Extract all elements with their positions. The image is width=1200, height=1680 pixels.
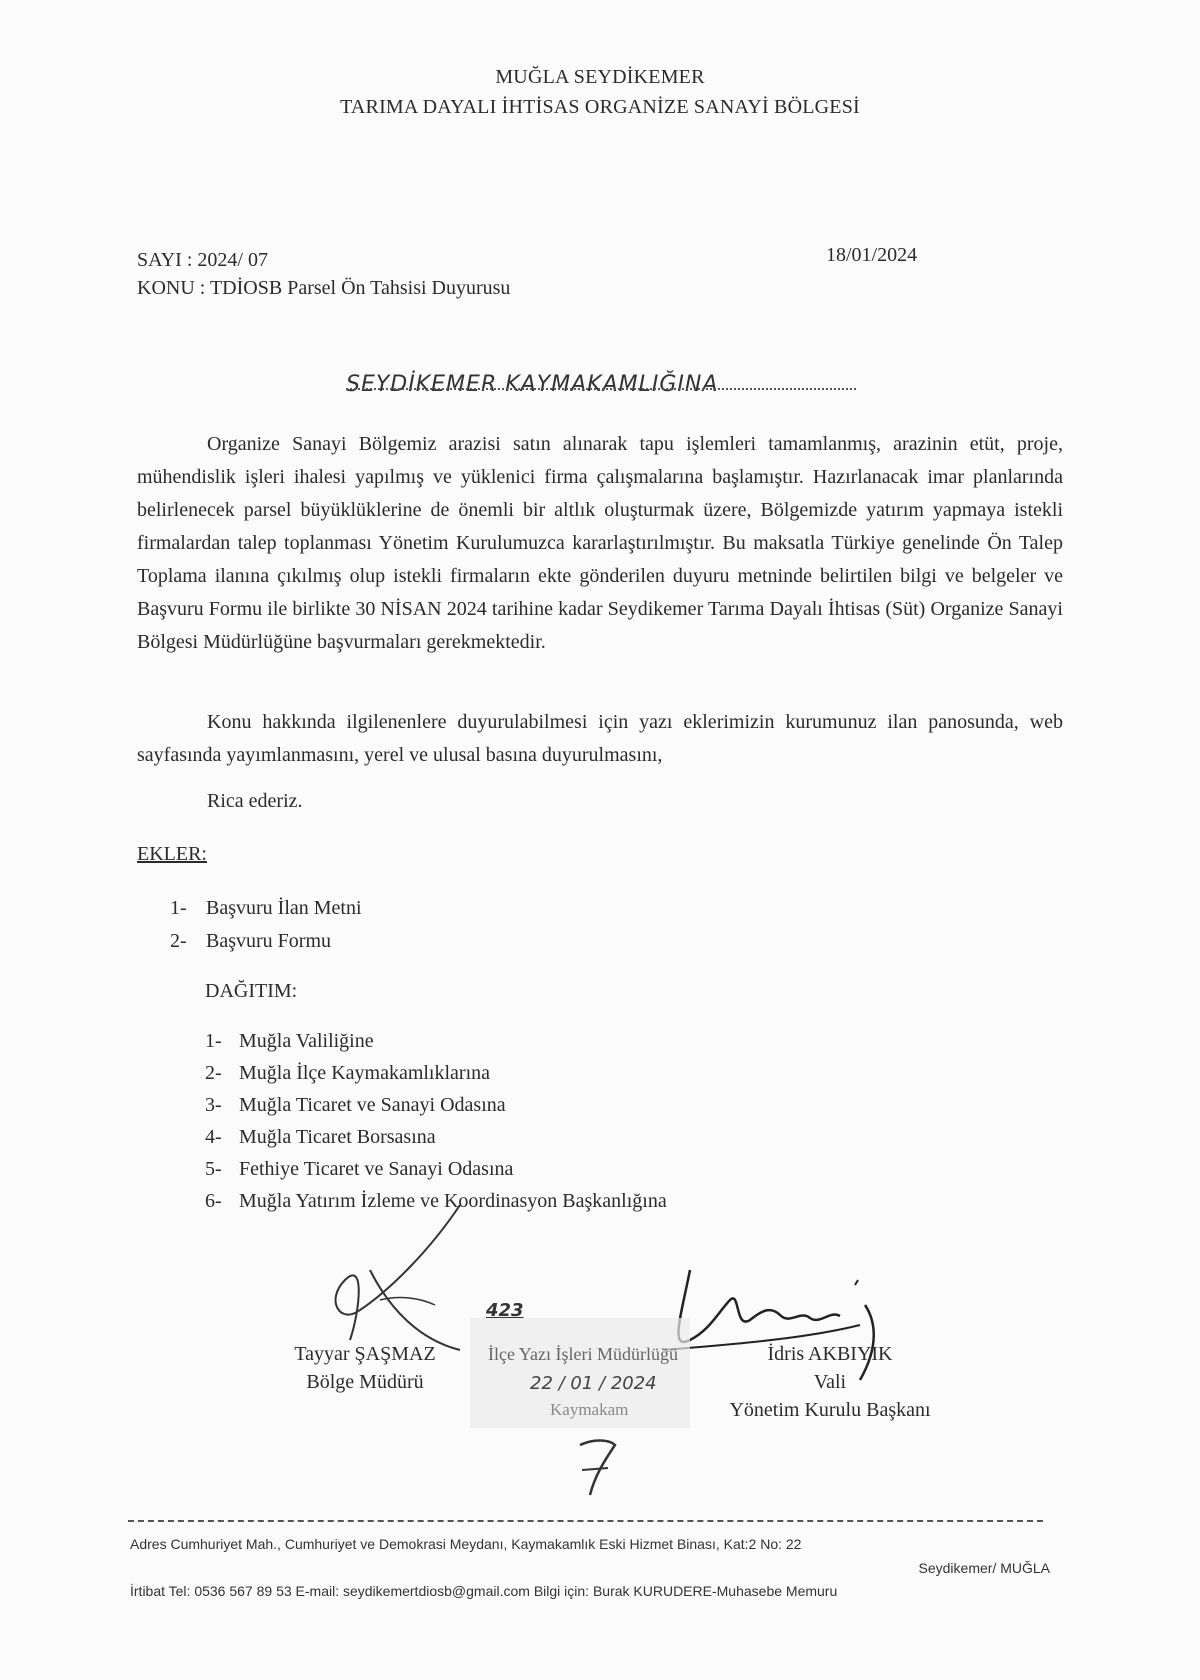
list-item: 1- Muğla Valiliğine bbox=[205, 1030, 374, 1052]
attachments-title: EKLER: bbox=[137, 843, 207, 865]
signatory-right-title-1: Vali bbox=[813, 1371, 847, 1393]
list-item: 2- Başvuru Formu bbox=[170, 930, 331, 952]
signatory-left-name: Tayyar ŞAŞMAZ bbox=[294, 1343, 436, 1365]
signatory-right bbox=[690, 1340, 970, 1424]
footer-divider bbox=[128, 1520, 1043, 1522]
letterhead bbox=[0, 62, 1200, 122]
signatory-left bbox=[265, 1340, 465, 1396]
recipient-dotted-line bbox=[346, 388, 856, 390]
list-item: 5- Fethiye Ticaret ve Sanayi Odasına bbox=[205, 1158, 514, 1180]
stamp-office-sub: Kaymakam bbox=[550, 1400, 629, 1419]
stamp-number: 423 bbox=[486, 1300, 524, 1321]
list-item: 1- Başvuru İlan Metni bbox=[170, 897, 362, 919]
closing-phrase: Rica ederiz. bbox=[207, 790, 303, 812]
list-item: 2- Muğla İlçe Kaymakamlıklarına bbox=[205, 1062, 491, 1084]
stamp-office: İlçe Yazı İşleri Müdürlüğü bbox=[488, 1344, 678, 1364]
letterhead-line-2: TARIMA DAYALI İHTİSAS ORGANİZE SANAYİ BÖLGESİ bbox=[340, 96, 860, 118]
body-paragraph-2: Konu hakkında ilgilenenlere duyurulabilmesi için yazı eklerimizin kurumunuz ilan panosunda, web sayfasında yayımlanmasını, yerel ve ulusal basına duyurulmasını, bbox=[137, 711, 1063, 766]
footer-contact: İrtibat Tel: 0536 567 89 53 E-mail: seydikemertdiosb@gmail.com Bilgi için: Burak KURUDERE-Muhasebe Memuru bbox=[130, 1583, 838, 1599]
body-paragraph-1: Organize Sanayi Bölgemiz arazisi satın alınarak tapu işlemleri tamamlanmış, arazinin etüt, proje, mühendislik işleri ihalesi yapılmış ve yüklenici firma çalışmalarına başlamıştır. Hazırlanacak imar planlarında belirlenecek parsel büyüklüklerine de önemli bir altlık oluşturmak üzere, Bölgemizde yatırım yapmaya istekli firmalardan talep toplanması Yönetim Kurulumuzca kararlaştırılmıştır. Bu maksatla Türkiye genelinde Ön Talep Toplama ilanına çıkılmış olup istekli firmaların ekte gönderilen duyuru metninde belirtilen bilgi ve belgeler ve Başvuru Formu ile birlikte 30 NİSAN 2024 tarihine kadar Seydikemer Tarıma Dayalı İhtisas (Süt) Organize Sanayi Bölgesi Müdürlüğüne başvurmaları gerekmektedir. bbox=[137, 433, 1063, 653]
document-date: 18/01/2024 bbox=[826, 244, 918, 266]
distribution-list bbox=[205, 1025, 667, 1217]
handwritten-mark-icon bbox=[570, 1430, 630, 1500]
distribution-title: DAĞITIM: bbox=[205, 980, 298, 1002]
signatory-right-title-2: Yönetim Kurulu Başkanı bbox=[729, 1399, 931, 1421]
attachments-list bbox=[170, 892, 362, 958]
reference-block bbox=[137, 246, 510, 302]
signatory-right-name: İdris AKBIYIK bbox=[767, 1343, 893, 1365]
subject-line: KONU : TDİOSB Parsel Ön Tahsisi Duyurusu bbox=[137, 277, 511, 299]
signatory-left-title: Bölge Müdürü bbox=[306, 1371, 424, 1393]
footer-address: Adres Cumhuriyet Mah., Cumhuriyet ve Demokrasi Meydanı, Kaymakamlık Eski Hizmet Binası, Kat:2 No: 22 bbox=[130, 1536, 802, 1552]
list-item: 6- Muğla Yatırım İzleme ve Koordinasyon Başkanlığına bbox=[205, 1190, 667, 1212]
list-item: 4- Muğla Ticaret Borsasına bbox=[205, 1126, 436, 1148]
footer-city: Seydikemer/ MUĞLA bbox=[918, 1560, 1050, 1576]
recipient-handwritten: SEYDİKEMER KAYMAKAMLIĞINA bbox=[346, 372, 719, 397]
registry-stamp bbox=[470, 1318, 690, 1428]
letterhead-line-1: MUĞLA SEYDİKEMER bbox=[495, 66, 705, 88]
list-item: 3- Muğla Ticaret ve Sanayi Odasına bbox=[205, 1094, 506, 1116]
stamp-date: 22 / 01 / 2024 bbox=[530, 1373, 657, 1394]
reference-number: SAYI : 2024/ 07 bbox=[137, 249, 268, 271]
